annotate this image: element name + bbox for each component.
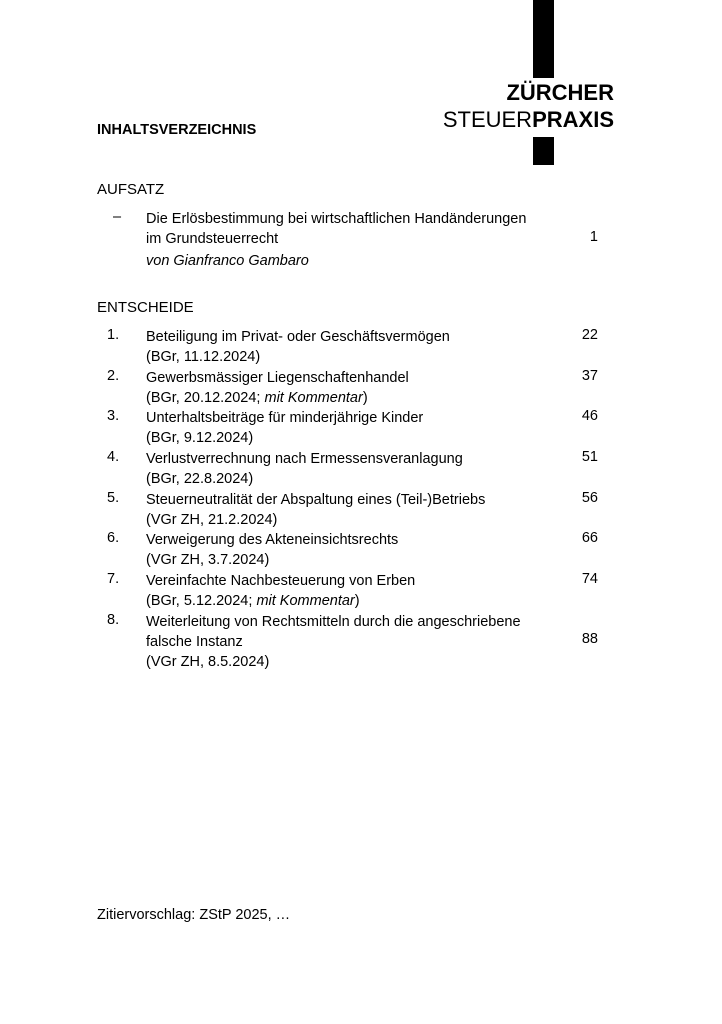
entscheid-title: Beteiligung im Privat- oder Geschäftsvermögen	[146, 329, 450, 345]
entscheid-reference: (BGr, 22.8.2024)	[146, 471, 254, 487]
entscheid-page: 88	[581, 631, 598, 647]
entscheid-number: 6.	[107, 530, 120, 546]
aufsatz-title-line2: im Grundsteuerrecht	[146, 231, 279, 247]
aufsatz-page: 1	[589, 229, 598, 245]
entscheid-reference: (VGr ZH, 3.7.2024)	[146, 552, 270, 568]
aufsatz-text	[146, 209, 566, 271]
logo-line-1: ZÜRCHER	[506, 80, 614, 105]
entscheid-number: 8.	[107, 612, 120, 628]
entscheid-text	[146, 368, 566, 408]
section-heading-entscheide: ENTSCHEIDE	[97, 299, 194, 316]
entscheid-page: 46	[581, 408, 598, 424]
entscheid-number: 2.	[107, 368, 120, 384]
entscheid-text	[146, 408, 566, 448]
entscheid-text	[146, 449, 566, 489]
aufsatz-bullet: –	[113, 209, 122, 225]
entscheid-reference-prefix: (BGr, 5.12.2024;	[146, 593, 257, 609]
entscheid-title: Unterhaltsbeiträge für minderjährige Kinder	[146, 410, 424, 426]
logo-bar-top	[533, 0, 554, 78]
logo-line-2	[443, 107, 614, 133]
citation-suggestion: Zitiervorschlag: ZStP 2025, …	[97, 907, 291, 923]
entscheid-text	[146, 612, 566, 672]
entscheid-reference-prefix: (BGr, 20.12.2024;	[146, 390, 265, 406]
entscheid-reference-suffix: )	[354, 593, 360, 609]
entscheid-reference	[146, 591, 566, 611]
entscheid-text	[146, 530, 566, 570]
entscheid-number: 4.	[107, 449, 120, 465]
entscheid-page: 56	[581, 490, 598, 506]
entscheid-text	[146, 490, 566, 530]
entscheid-title-line2: falsche Instanz	[146, 634, 243, 650]
entscheid-title: Verlustverrechnung nach Ermessensveranlagung	[146, 451, 463, 467]
entscheid-title: Verweigerung des Akteneinsichtsrechts	[146, 532, 399, 548]
entscheid-title-line1: Weiterleitung von Rechtsmitteln durch die angeschriebene	[146, 614, 521, 630]
entscheid-reference: (VGr ZH, 21.2.2024)	[146, 512, 278, 528]
entscheid-reference: (BGr, 9.12.2024)	[146, 430, 254, 446]
aufsatz-title-line1: Die Erlösbestimmung bei wirtschaftlichen Handänderungen	[146, 211, 527, 227]
entscheid-text	[146, 571, 566, 611]
entscheid-page: 37	[581, 368, 598, 384]
entscheid-reference-comment: mit Kommentar	[264, 390, 363, 406]
entscheid-number: 1.	[107, 327, 120, 343]
logo-bar-bottom	[533, 137, 554, 165]
entscheid-text	[146, 327, 566, 367]
entscheid-title: Gewerbsmässiger Liegenschaftenhandel	[146, 370, 409, 386]
entscheid-number: 7.	[107, 571, 120, 587]
aufsatz-author: von Gianfranco Gambaro	[146, 253, 309, 269]
entscheid-page: 74	[581, 571, 598, 587]
entscheid-page: 51	[581, 449, 598, 465]
section-heading-aufsatz: AUFSATZ	[97, 181, 165, 198]
entscheid-reference: (VGr ZH, 8.5.2024)	[146, 654, 270, 670]
entscheid-reference: (BGr, 11.12.2024)	[146, 349, 261, 365]
entscheid-number: 3.	[107, 408, 120, 424]
entscheid-page: 22	[581, 327, 598, 343]
entscheid-reference-suffix: )	[362, 390, 368, 406]
entscheid-reference	[146, 388, 566, 408]
entscheid-title: Steuerneutralität der Abspaltung eines (Teil-)Betriebs	[146, 492, 486, 508]
entscheid-title: Vereinfachte Nachbesteuerung von Erben	[146, 573, 416, 589]
toc-title: INHALTSVERZEICHNIS	[97, 122, 257, 138]
logo-line-2-bold: PRAXIS	[532, 107, 614, 132]
logo-line-2-light: STEUER	[442, 107, 533, 132]
entscheid-page: 66	[581, 530, 598, 546]
entscheid-number: 5.	[107, 490, 120, 506]
entscheid-reference-comment: mit Kommentar	[256, 593, 355, 609]
